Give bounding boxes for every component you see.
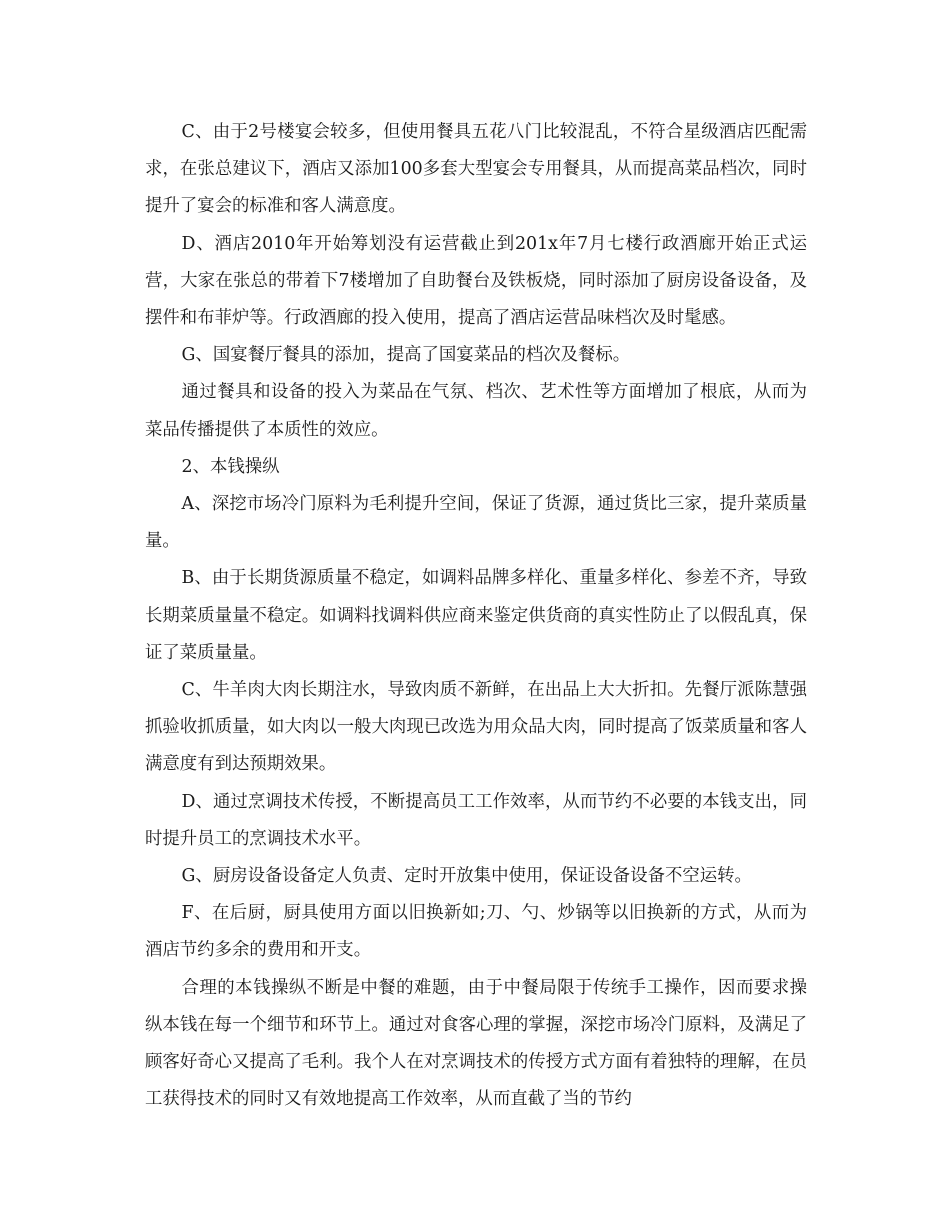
paragraph-cost-conclusion: 合理的本钱操纵不断是中餐的难题，由于中餐局限于传统手工操作，因而要求操纵本钱在每一个细节和环节上。通过对食客心理的掌握，深挖市场冷门原料，及满足了顾客好奇心又提高了毛利。我个人在对烹调技术的传授方式方面有着独特的理解，在员工获得技术的同时又有效地提高工作效率，从而直截了当的节约 (145, 977, 807, 1110)
document-body (145, 114, 807, 1118)
paragraph-tableware-banquet: C、由于2号楼宴会较多，但使用餐具五花八门比较混乱，不符合星级酒店匹配需求，在张总建议下，酒店又添加100多套大型宴会专用餐具，从而提高菜品档次，同时提升了宴会的标准和客人满意度。 (145, 122, 807, 217)
paragraph-cooking-training: D、通过烹调技术传授，不断提高员工工作效率，从而节约不必要的本钱支出，同时提升员工的烹调技术水平。 (145, 791, 807, 849)
paragraph-meat-quality: C、牛羊肉大肉长期注水，导致肉质不新鲜，在出品上大大折扣。先餐厅派陈慧强抓验收抓质量，如大肉以一般大肉现已改选为用众品大肉，同时提高了饭菜质量和客人满意度有到达预期效果。 (145, 680, 807, 775)
paragraph-kitchenware-renewal: F、在后厨，厨具使用方面以旧换新如;刀、勺、炒锅等以旧换新的方式，从而为酒店节约多余的费用和开支。 (145, 903, 807, 961)
paragraph-investment-summary: 通过餐具和设备的投入为菜品在气氛、档次、艺术性等方面增加了根底，从而为菜品传播提供了本质性的效应。 (145, 382, 807, 440)
section-heading-cost-control: 2、本钱操纵 (181, 456, 280, 477)
paragraph-executive-lounge: D、酒店2010年开始筹划没有运营截止到201x年7月七楼行政酒廊开始正式运营，大家在张总的带着下7楼增加了自助餐台及铁板烧，同时添加了厨房设备设备，及摆件和布菲炉等。行政酒廊的投入使用，提高了酒店运营品味档次及时髦感。 (145, 233, 807, 329)
paragraph-state-banquet: G、国宴餐厅餐具的添加，提高了国宴菜品的档次及餐标。 (181, 345, 631, 366)
paragraph-market-sourcing: A、深挖市场冷门原料为毛利提升空间，保证了货源，通过货比三家，提升菜质量量。 (145, 494, 807, 552)
paragraph-supply-quality: B、由于长期货源质量不稳定，如调料品牌多样化、重量多样化、参差不齐，导致长期菜质量量不稳定。如调料找调料供应商来鉴定供货商的真实性防止了以假乱真，保证了菜质量量。 (145, 568, 807, 663)
paragraph-equipment-usage: G、厨房设备设备定人负责、定时开放集中使用，保证设备设备不空运转。 (181, 866, 752, 887)
